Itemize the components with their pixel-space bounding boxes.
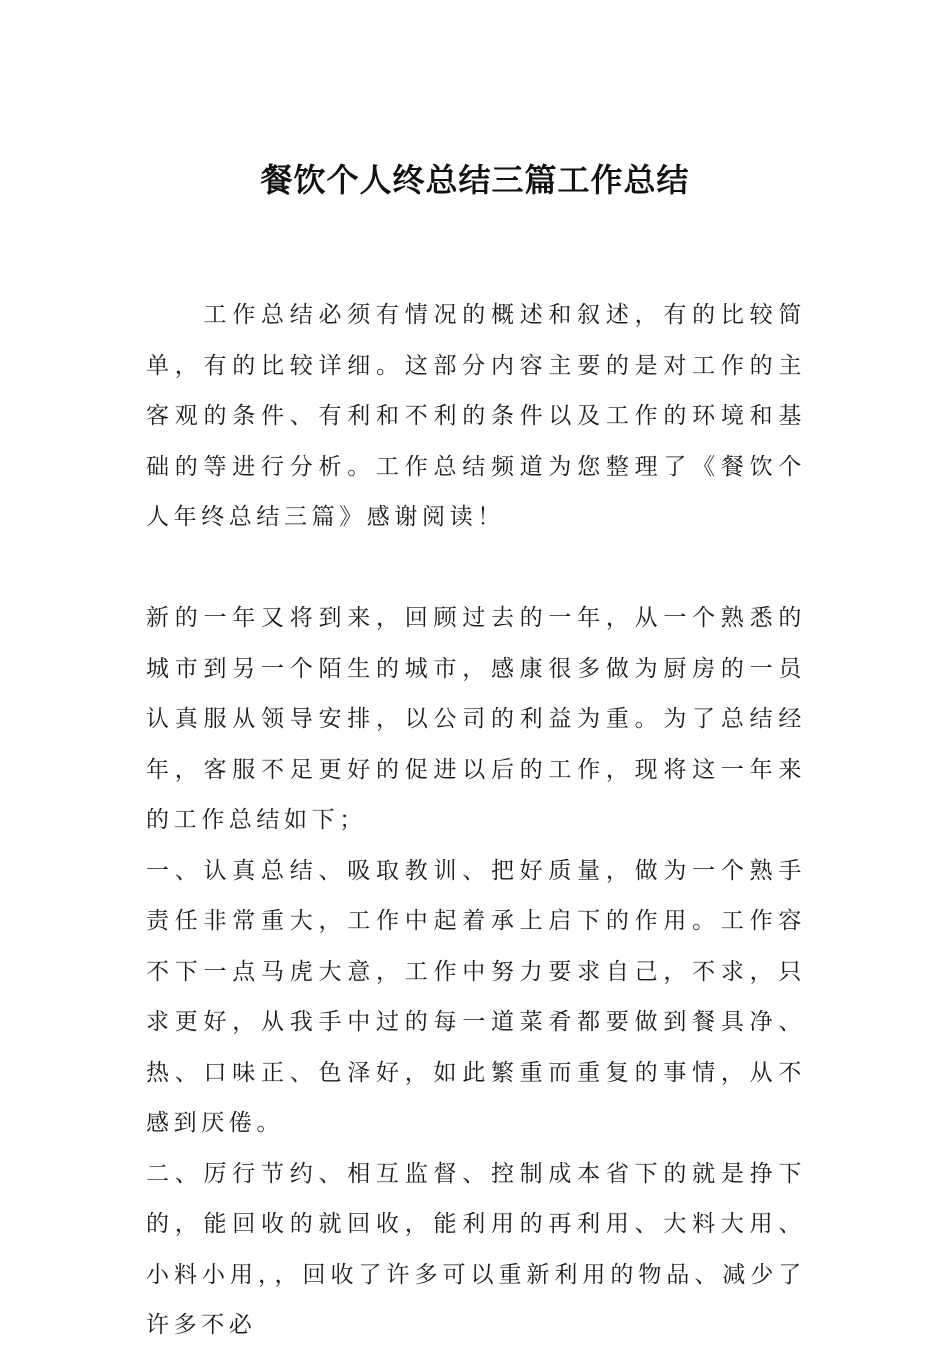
document-body	[146, 290, 806, 1351]
section-two-paragraph: 二、厉行节约、相互监督、控制成本省下的就是挣下的，能回收的就回收，能利用的再利用、大料大用、小料小用，，回收了许多可以重新利用的物品、减少了许多不必	[146, 1160, 806, 1338]
body-paragraph: 新的一年又将到来，回顾过去的一年，从一个熟悉的城市到另一个陌生的城市，感康很多做为厨房的一员认真服从领导安排，以公司的利益为重。为了总结经年，客服不足更好的促进以后的工作，现将这一年来的工作总结如下；	[146, 605, 806, 833]
paragraph-gap	[146, 543, 806, 594]
document-title: 餐饮个人终总结三篇工作总结	[260, 161, 690, 199]
section-one-paragraph: 一、认真总结、吸取教训、把好质量，做为一个熟手责任非常重大，工作中起着承上启下的作用。工作容不下一点马虎大意，工作中努力要求自己，不求，只求更好，从我手中过的每一道菜肴都要做到餐具净、热、口味正、色泽好，如此繁重而重复的事情，从不感到厌倦。	[146, 857, 806, 1136]
intro-paragraph: 工作总结必须有情况的概述和叙述，有的比较简单，有的比较详细。这部分内容主要的是对工作的主客观的条件、有利和不利的条件以及工作的环境和基础的等进行分析。工作总结频道为您整理了《餐饮个人年终总结三篇》感谢阅读！	[146, 302, 806, 530]
